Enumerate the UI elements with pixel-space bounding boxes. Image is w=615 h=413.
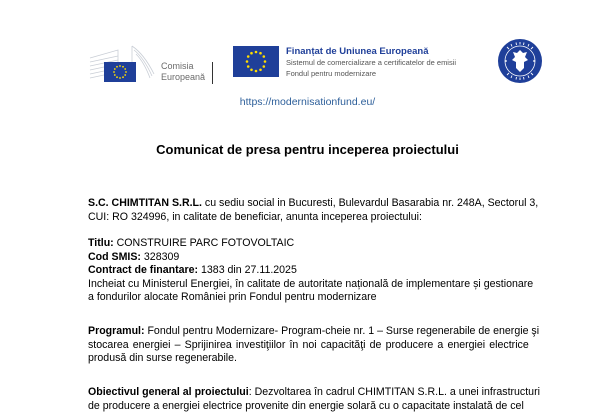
eu-logo-subtitle2: Fondul pentru modernizare [286, 69, 456, 80]
intro-paragraph [88, 197, 563, 224]
field-titlu [88, 237, 563, 251]
european-commission-logo [88, 44, 238, 86]
ec-logo-line2: Europeană [161, 72, 205, 83]
programul-line1: Fondul pentru Modernizare- Program-cheie nr. 1 – Surse regenerabile de energie şi [145, 325, 540, 337]
document-header [0, 0, 615, 115]
obiectiv-line2: de producere a energiei electrice provenite din energie solară cu o capacitate instalată de cel [88, 400, 563, 413]
titlu-label: Titlu: [88, 237, 114, 249]
ec-logo-separator [212, 62, 213, 84]
programul-paragraph [88, 325, 563, 366]
intro-line1: cu sediu social in Bucuresti, Bulevardul Basarabia nr. 248A, Sectorul 3, [202, 197, 538, 209]
company-name: S.C. CHIMTITAN S.R.L. [88, 197, 202, 209]
smis-value: 328309 [141, 251, 179, 263]
modernisation-fund-link[interactable]: https://modernisationfund.eu/ [0, 96, 615, 108]
obiectiv-line1: : Dezvoltarea în cadrul CHIMTITAN S.R.L. a unei infrastructuri [249, 386, 540, 398]
eu-funded-logo [233, 46, 473, 86]
contract-value: 1383 din 27.11.2025 [198, 264, 297, 276]
eu-logo-title: Finanțat de Uniunea Europeană [286, 46, 456, 58]
eu-flag-icon [104, 62, 136, 82]
eu-flag-icon [233, 46, 279, 77]
incheiat-line1: Incheiat cu Ministerul Energiei, în calitate de autoritate națională de implementare și gestionare [88, 278, 563, 292]
field-smis [88, 251, 563, 265]
ec-logo-line1: Comisia [161, 61, 205, 72]
obiectiv-label: Obiectivul general al proiectului [88, 386, 249, 398]
document-title: Comunicat de presa pentru inceperea proiectului [0, 142, 615, 157]
eu-logo-subtitle1: Sistemul de comercializare a certificatelor de emisii [286, 58, 456, 69]
eu-logo-text [286, 46, 456, 79]
smis-label: Cod SMIS: [88, 251, 141, 263]
titlu-value: CONSTRUIRE PARC FOTOVOLTAIC [114, 237, 295, 249]
obiectiv-paragraph [88, 386, 563, 413]
ec-logo-text [161, 61, 205, 83]
intro-line2: CUI: RO 324996, in calitate de beneficiar, anunta inceperea proiectului: [88, 211, 563, 225]
programul-line3: produsă din surse regenerabile. [88, 352, 563, 366]
incheiat-line2: a fondurilor alocate României prin Fondul pentru modernizare [88, 291, 563, 305]
project-details [88, 237, 563, 305]
field-contract [88, 264, 563, 278]
programul-label: Programul: [88, 325, 145, 337]
romanian-government-logo-icon [497, 38, 543, 84]
programul-line2: stocarea energiei – Sprijinirea investiţiilor în noi capacităţi de producere a energiei electrice [88, 339, 563, 353]
contract-label: Contract de finantare: [88, 264, 198, 276]
